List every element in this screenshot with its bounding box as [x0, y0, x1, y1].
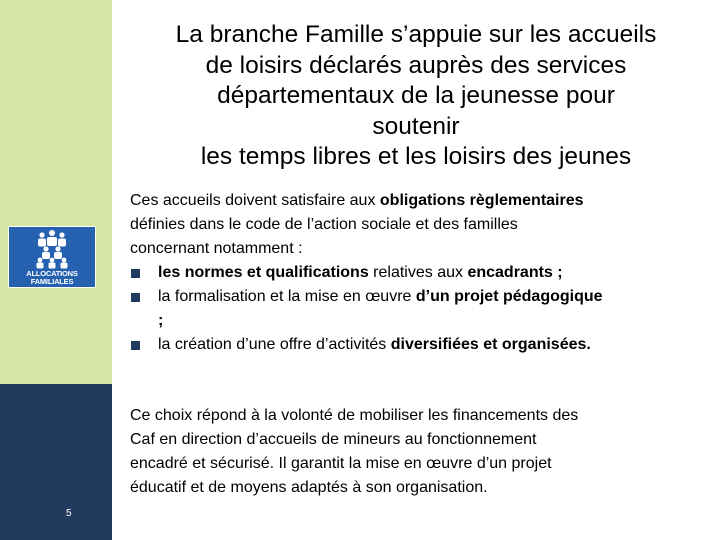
square-bullet-icon [131, 341, 140, 350]
bullet-item [130, 261, 716, 285]
caf-logo [8, 226, 96, 288]
closing-line: Ce choix répond à la volonté de mobiliser les financements des [130, 407, 579, 424]
title-line: départementaux de la jeunesse pour [217, 82, 615, 109]
square-bullet-icon [131, 293, 140, 302]
bullet-bold-text: les normes et qualifications [158, 264, 369, 281]
title-line: soutenir [372, 112, 460, 140]
intro-line: définies dans le code de l’action sociale et des familles [130, 216, 518, 233]
logo-text-line-1: ALLOCATIONS [26, 269, 78, 278]
bullet-item [130, 285, 716, 333]
bullet-line [158, 333, 716, 357]
bullet-bold-text: diversifiées et organisées. [390, 336, 591, 353]
bullet-bold-text: encadrants ; [467, 264, 563, 281]
closing-line: encadré et sécurisé. Il garantit la mise en œuvre d’un projet [130, 455, 552, 472]
bullet-text: la création d’une offre d’activités [158, 336, 391, 353]
intro-line [130, 189, 716, 213]
title-line: les temps libres et les loisirs des jeunes [200, 143, 632, 170]
closing-line: Caf en direction d’accueils de mineurs au fonctionnement [130, 431, 537, 448]
bullet-text: relatives aux [368, 264, 468, 281]
logo-text-line-2: FAMILIALES [30, 277, 74, 286]
bullet-item [130, 333, 716, 357]
content-body [130, 189, 716, 357]
bullet-bold-text: d’un projet pédagogique [415, 288, 603, 305]
square-bullet-icon [131, 269, 140, 278]
bullet-text: la formalisation et la mise en œuvre [158, 288, 416, 305]
bullet-line [158, 309, 716, 333]
intro-line: concernant notamment : [130, 240, 303, 257]
sidebar-navy-panel [0, 384, 112, 540]
bullet-bold-text: ; [158, 312, 164, 329]
sidebar-green-panel [0, 0, 112, 384]
closing-line: éducatif et de moyens adaptés à son organisation. [130, 479, 488, 496]
title-line: La branche Famille s’appuie sur les accueils [175, 21, 657, 48]
title-line: de loisirs déclarés auprès des services [205, 51, 627, 79]
slide-title [110, 20, 720, 173]
logo-text [9, 270, 95, 286]
intro-text: Ces accueils doivent satisfaire aux [130, 192, 380, 209]
page-number: 5 [66, 508, 72, 519]
bullet-line [158, 285, 716, 309]
bullet-line [158, 261, 716, 285]
intro-bold-text: obligations règlementaires [379, 192, 584, 209]
bullet-list [130, 261, 716, 357]
closing-paragraph [130, 404, 716, 500]
family-figures-icon [30, 229, 74, 269]
